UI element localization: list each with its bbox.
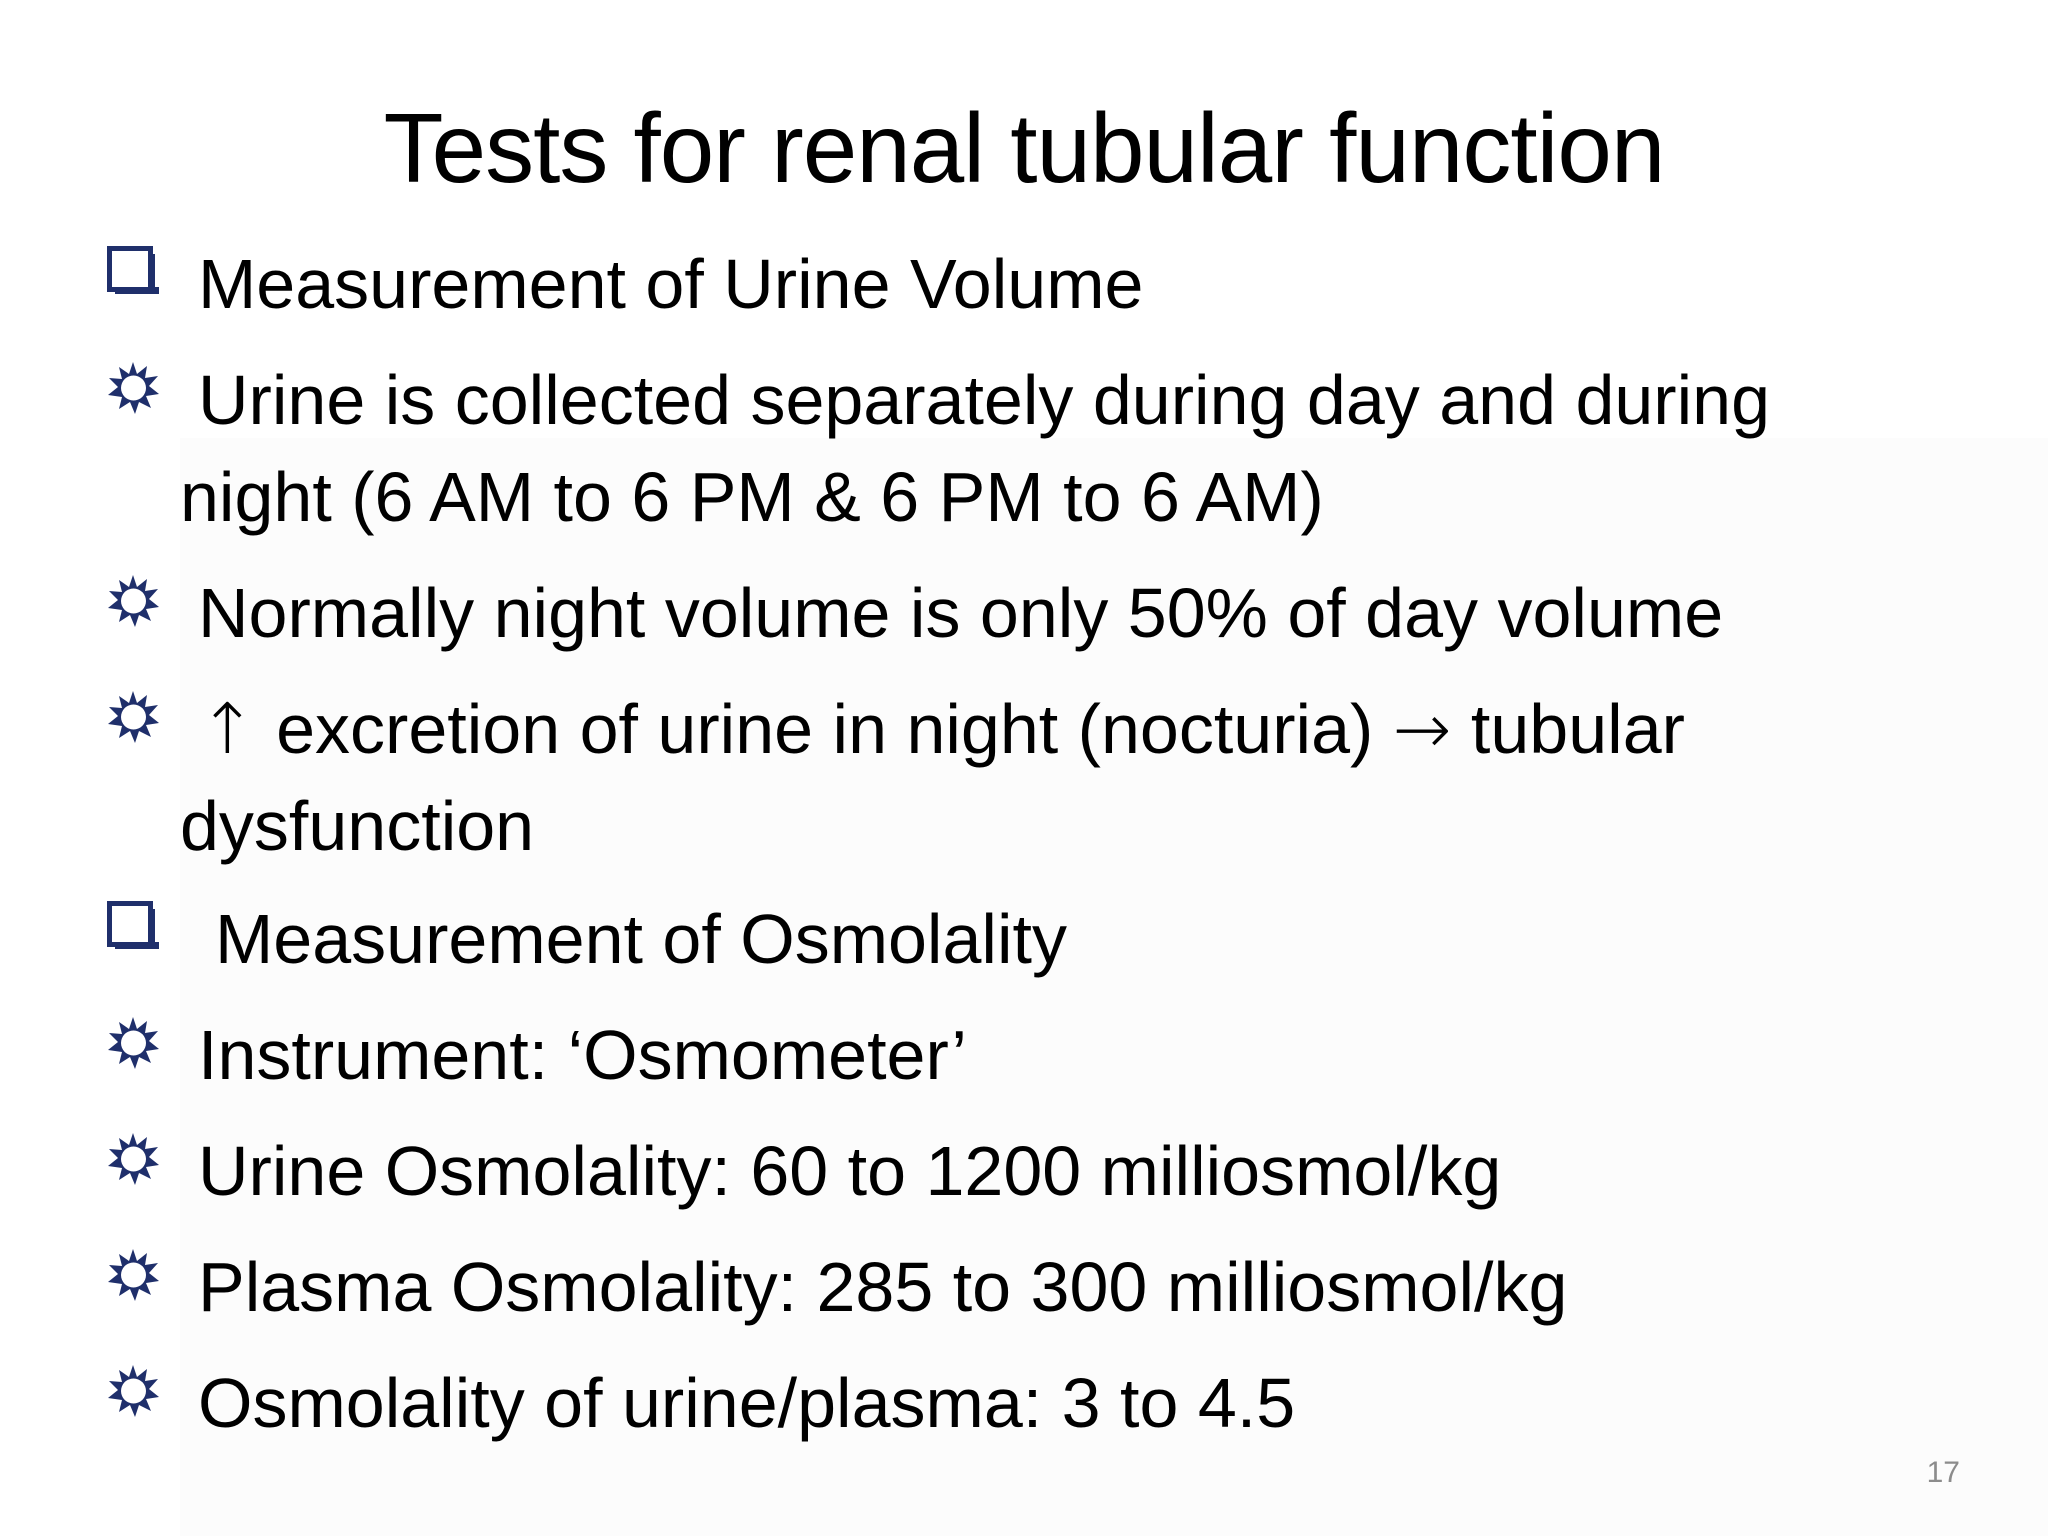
bullet-text: Urine is collected separately during day and during [198,361,1771,439]
bullet-item [100,1239,1960,1336]
bullet-text: Measurement of Osmolality [215,900,1067,978]
bullet-text-segment: tubular [1451,690,1685,768]
starburst-icon [100,1007,170,1104]
bullet-text: Measurement of Urine Volume [198,245,1144,323]
bullet-item [100,1123,1960,1220]
checkbox-square-icon [100,236,170,333]
bullet-list [100,236,1960,1452]
bullet-continuation [100,449,1960,546]
up-arrow-icon: ↑ [198,688,257,770]
bullet-item [100,236,1960,333]
starburst-icon [100,1239,170,1336]
bullet-item [100,565,1960,662]
right-arrow-icon: → [1392,688,1452,770]
bullet-item [100,1007,1960,1104]
starburst-icon [100,1355,170,1452]
bullet-item [100,352,1960,449]
bullet-text [198,690,1685,768]
bullet-text: Normally night volume is only 50% of day volume [198,574,1724,652]
checkbox-square-icon [100,891,170,988]
starburst-icon [100,352,170,449]
starburst-icon [100,681,170,778]
page-number: 17 [1926,1456,1960,1489]
bullet-text: Plasma Osmolality: 285 to 300 milliosmol/kg [198,1248,1568,1326]
bullet-text-segment: excretion of urine in night (nocturia) [256,690,1393,768]
bullet-text-line2: night (6 AM to 6 PM & 6 PM to 6 AM) [180,458,1324,536]
bullet-text-line2: dysfunction [180,787,535,865]
bullet-text: Osmolality of urine/plasma: 3 to 4.5 [198,1364,1296,1442]
starburst-icon [100,1123,170,1220]
bullet-item [100,891,1960,988]
bullet-text: Urine Osmolality: 60 to 1200 milliosmol/kg [198,1132,1502,1210]
bullet-continuation [100,778,1960,875]
bullet-text: Instrument: ‘Osmometer’ [198,1016,967,1094]
bullet-item [100,1355,1960,1452]
starburst-icon [100,565,170,662]
slide-title: Tests for renal tubular function [383,93,1665,203]
bullet-item [100,681,1960,778]
